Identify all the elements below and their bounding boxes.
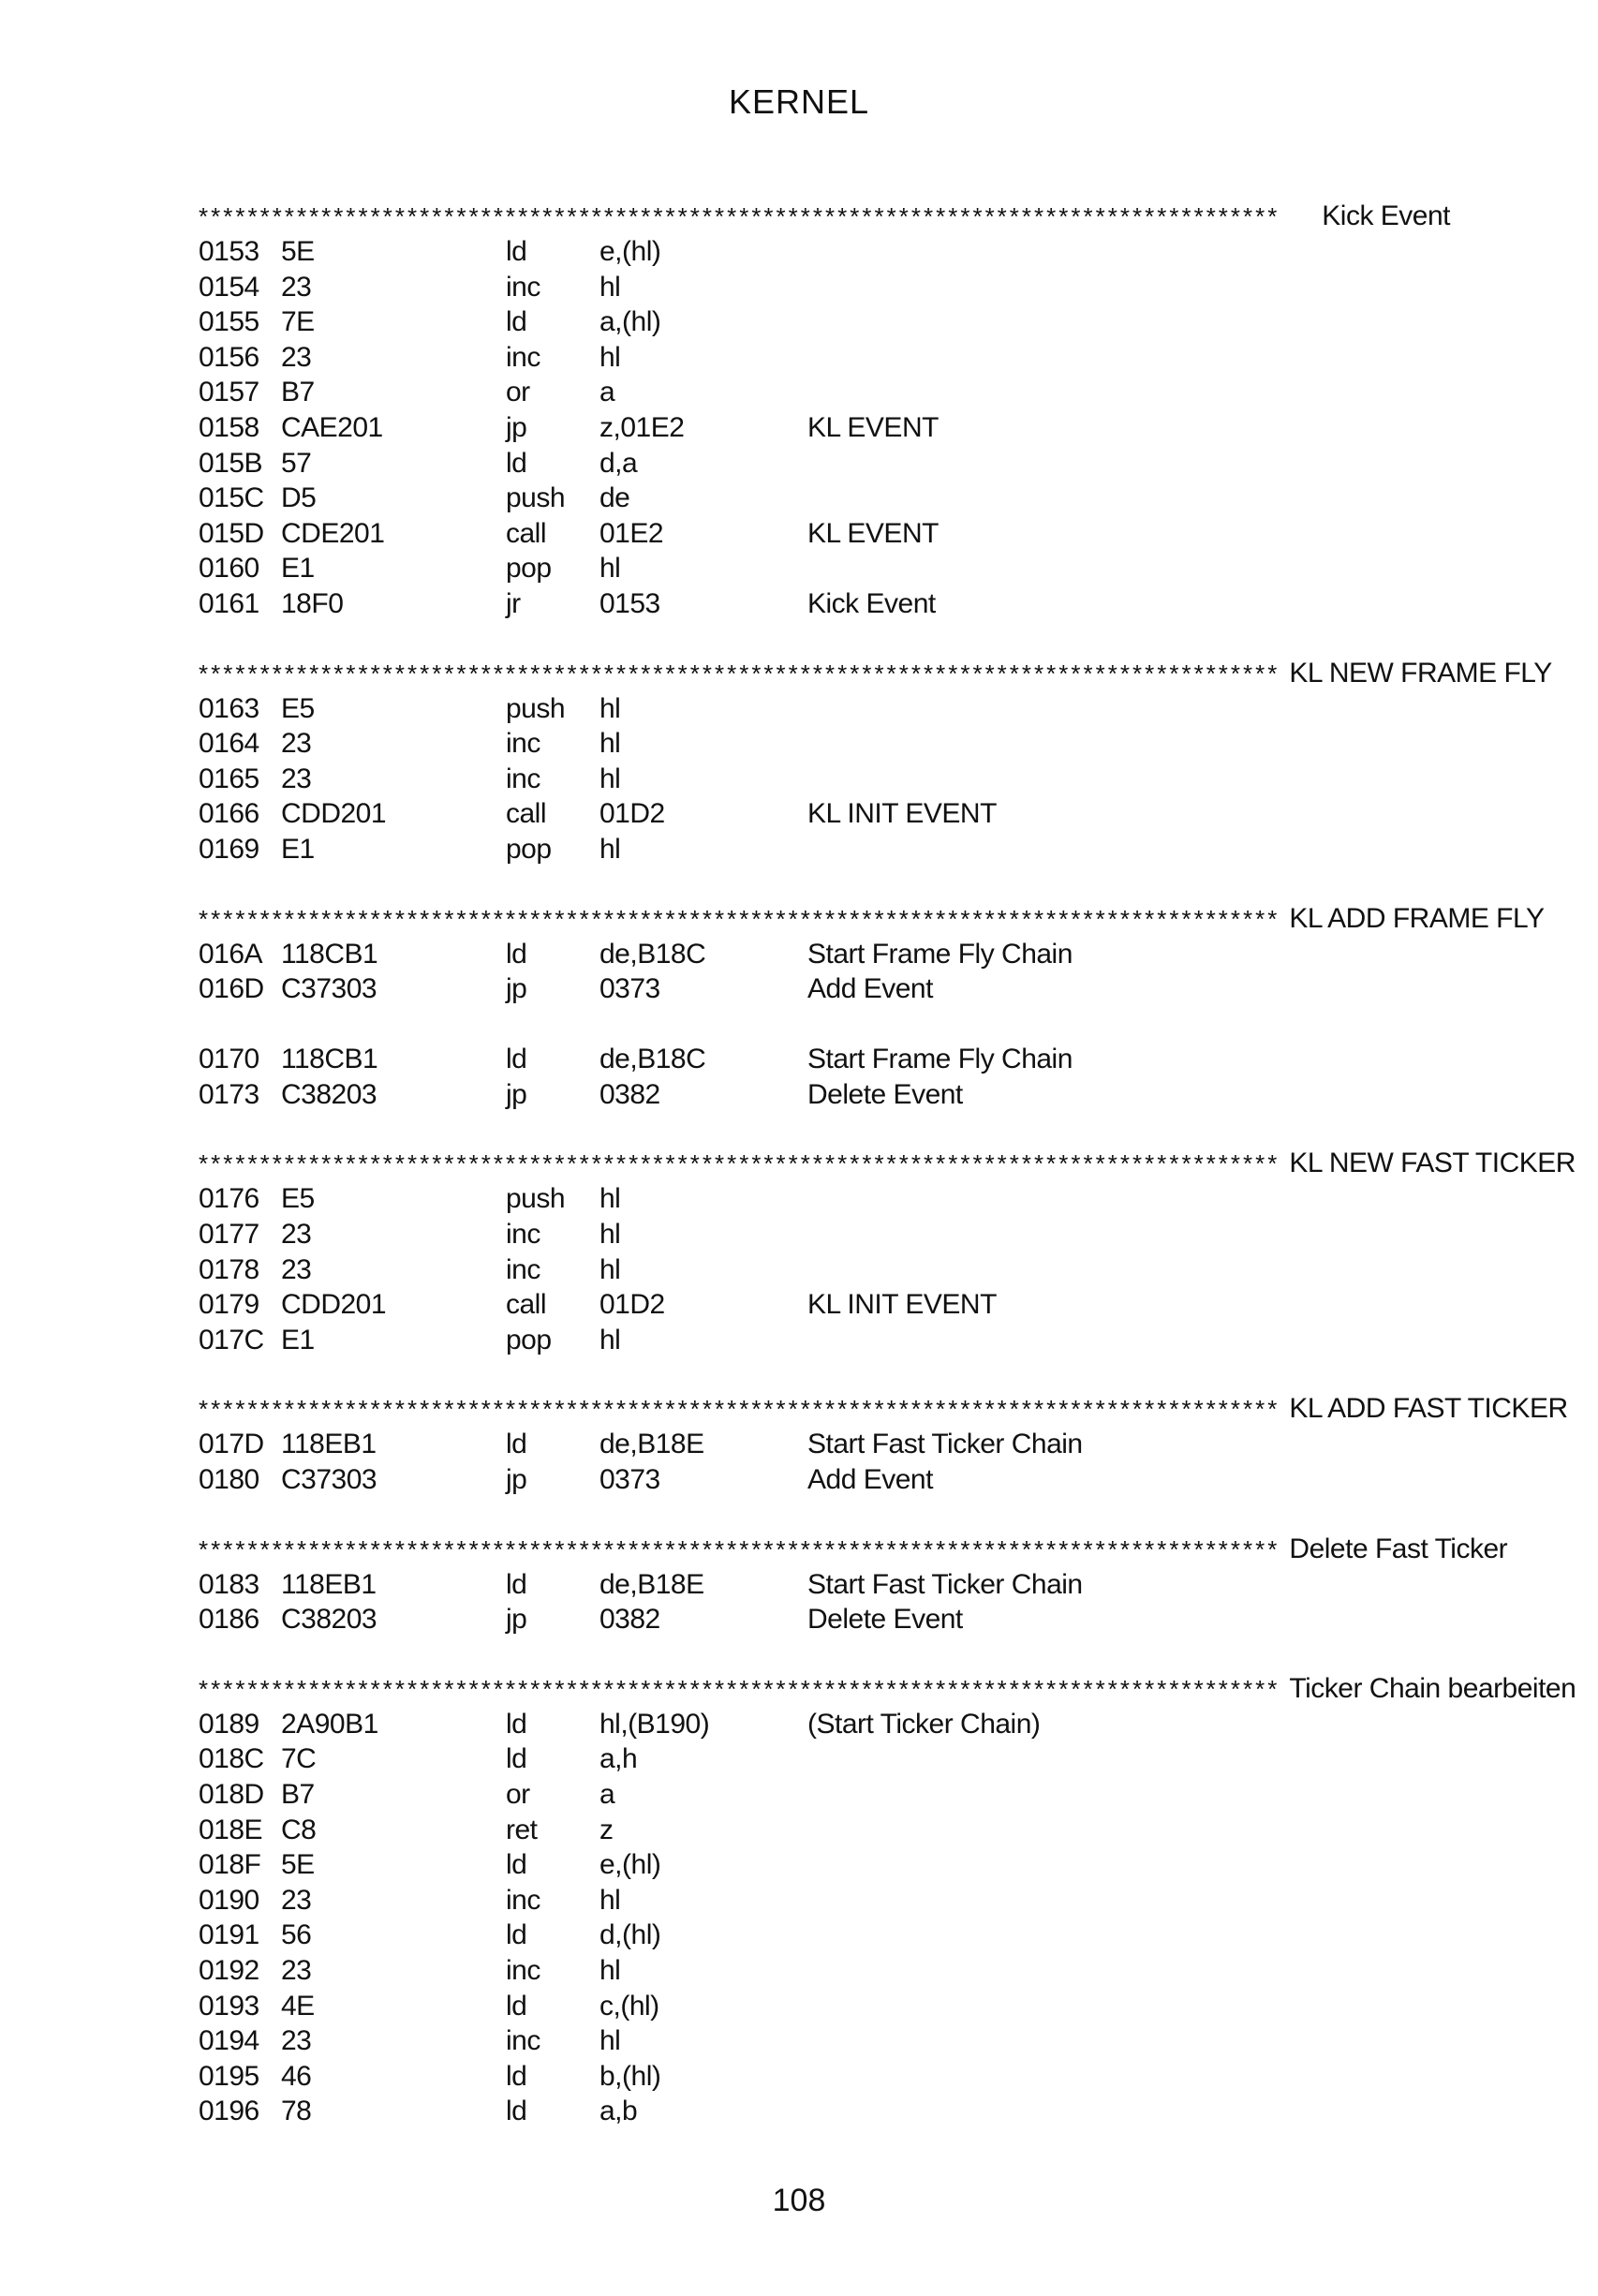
operand: hl [599, 728, 621, 760]
opcode-bytes: D5 [281, 482, 317, 514]
address: 0196 [199, 2096, 259, 2127]
comment [807, 1883, 1450, 1918]
section-title: KL NEW FAST TICKER [1289, 1148, 1576, 1179]
address: 017D [199, 1429, 264, 1460]
mnemonic: push [506, 692, 566, 724]
asterisk-separator: **************************************************************************************** [199, 1674, 1280, 1703]
code-line [199, 586, 1450, 622]
opcode-bytes: 5E [281, 1849, 315, 1881]
opcode-bytes: 23 [281, 271, 312, 303]
code-line [199, 691, 1450, 727]
section-title: Kick Event [1322, 200, 1450, 231]
opcode-bytes: 118CB1 [281, 1044, 378, 1075]
mnemonic: ld [506, 2096, 527, 2127]
opcode-bytes: 23 [281, 1219, 312, 1251]
comment: KL EVENT [807, 517, 939, 549]
address: 0164 [199, 728, 259, 760]
mnemonic: inc [506, 763, 540, 794]
operand: de,B18C [599, 1044, 706, 1075]
operand: de,B18E [599, 1429, 704, 1460]
address: 0169 [199, 833, 259, 865]
mnemonic: jp [506, 1604, 527, 1636]
mnemonic: ld [506, 938, 527, 970]
opcode-bytes: 56 [281, 1919, 312, 1951]
address: 018D [199, 1779, 264, 1810]
operand: hl [599, 1884, 621, 1916]
mnemonic: jp [506, 1464, 527, 1496]
mnemonic: ld [506, 1990, 527, 2022]
comment [807, 1813, 1450, 1848]
operand: 0153 [599, 587, 660, 619]
address: 0192 [199, 1954, 259, 1986]
asterisk-separator: **************************************************************************************** [199, 904, 1280, 933]
mnemonic: jp [506, 1078, 527, 1110]
code-line [199, 1602, 1450, 1637]
listing-section [199, 1146, 1576, 1357]
section-header [199, 1146, 1576, 1181]
code-line [199, 1953, 1450, 1989]
code-line [199, 410, 1450, 446]
comment [807, 762, 1450, 797]
operand: 0373 [599, 973, 660, 1005]
code-line [199, 516, 1450, 552]
opcode-bytes: 118CB1 [281, 938, 378, 970]
operand: 0373 [599, 1464, 660, 1496]
opcode-bytes: 18F0 [281, 587, 344, 619]
mnemonic: or [506, 1779, 530, 1810]
opcode-bytes: 78 [281, 2096, 312, 2127]
comment: Add Event [807, 1464, 933, 1496]
mnemonic: inc [506, 1219, 540, 1251]
mnemonic: ld [506, 236, 527, 267]
operand: c,(hl) [599, 1990, 659, 2022]
address: 0194 [199, 2025, 259, 2057]
operand: hl [599, 1253, 621, 1285]
operand: z [599, 1814, 614, 1845]
address: 0191 [199, 1919, 259, 1951]
comment [807, 2059, 1450, 2095]
comment: Start Fast Ticker Chain [807, 1429, 1083, 1460]
operand: a,h [599, 1743, 638, 1775]
comment: KL EVENT [807, 411, 939, 443]
operand: 0382 [599, 1604, 660, 1636]
address: 016D [199, 973, 264, 1005]
code-line [199, 1042, 1450, 1077]
operand: b,(hl) [599, 2060, 661, 2092]
opcode-bytes: E5 [281, 692, 315, 724]
comment: Delete Event [807, 1078, 963, 1110]
mnemonic: inc [506, 1253, 540, 1285]
comment: Start Fast Ticker Chain [807, 1568, 1083, 1600]
address: 0178 [199, 1253, 259, 1285]
comment [807, 234, 1450, 270]
operand: 01E2 [599, 517, 664, 549]
operand: 0382 [599, 1078, 660, 1110]
opcode-bytes: E5 [281, 1183, 315, 1215]
operand: 01D2 [599, 1289, 665, 1321]
address: 0189 [199, 1708, 259, 1740]
section-title: KL ADD FRAME FLY [1289, 902, 1545, 934]
operand: hl [599, 692, 621, 724]
comment [807, 1847, 1450, 1883]
operand: e,(hl) [599, 236, 661, 267]
operand: a [599, 1779, 615, 1810]
mnemonic: pop [506, 1324, 552, 1355]
code-line [199, 1989, 1450, 2024]
comment [807, 1323, 1450, 1358]
comment [807, 270, 1450, 305]
code-line [199, 1918, 1450, 1953]
opcode-bytes: C37303 [281, 1464, 377, 1496]
mnemonic: inc [506, 341, 540, 373]
comment: KL INIT EVENT [807, 798, 997, 830]
operand: 01D2 [599, 798, 665, 830]
code-line [199, 446, 1450, 481]
comment: KL INIT EVENT [807, 1289, 997, 1321]
code-line [199, 971, 1450, 1007]
blank-line [199, 1007, 1450, 1043]
code-line [199, 1567, 1450, 1603]
mnemonic: ld [506, 1044, 527, 1075]
code-line [199, 1741, 1450, 1777]
mnemonic: jr [506, 587, 521, 619]
address: 0190 [199, 1884, 259, 1916]
comment [807, 551, 1450, 586]
opcode-bytes: 118EB1 [281, 1568, 377, 1600]
address: 0173 [199, 1078, 259, 1110]
comment: Delete Event [807, 1604, 963, 1636]
comment [807, 1777, 1450, 1813]
operand: a [599, 377, 615, 408]
address: 0161 [199, 587, 259, 619]
opcode-bytes: 23 [281, 1253, 312, 1285]
mnemonic: pop [506, 553, 552, 585]
comment [807, 375, 1450, 410]
mnemonic: inc [506, 728, 540, 760]
operand: d,a [599, 447, 638, 479]
address: 0155 [199, 306, 259, 338]
opcode-bytes: C37303 [281, 973, 377, 1005]
address: 0179 [199, 1289, 259, 1321]
address: 0180 [199, 1464, 259, 1496]
code-line [199, 832, 1450, 867]
operand: hl [599, 763, 621, 794]
code-line [199, 2023, 1450, 2059]
comment [807, 1252, 1450, 1288]
operand: hl [599, 553, 621, 585]
mnemonic: call [506, 517, 547, 549]
comment [807, 1741, 1450, 1777]
section-header [199, 199, 1450, 234]
mnemonic: ld [506, 1429, 527, 1460]
mnemonic: ld [506, 306, 527, 338]
comment: Add Event [807, 973, 933, 1005]
operand: de,B18E [599, 1568, 704, 1600]
opcode-bytes: 23 [281, 1954, 312, 1986]
comment [807, 340, 1450, 376]
mnemonic: jp [506, 411, 527, 443]
mnemonic: ret [506, 1814, 538, 1845]
listing-section [199, 199, 1450, 622]
asterisk-separator: **************************************************************************************** [199, 1395, 1280, 1424]
mnemonic: ld [506, 1743, 527, 1775]
opcode-bytes: CDD201 [281, 798, 387, 830]
comment: Kick Event [807, 587, 936, 619]
code-line [199, 2094, 1450, 2129]
section-header [199, 901, 1545, 937]
comment [807, 481, 1450, 516]
page-title: KERNEL [728, 82, 870, 121]
mnemonic: ld [506, 1919, 527, 1951]
section-header [199, 1671, 1576, 1707]
section-header [199, 1391, 1568, 1427]
opcode-bytes: C8 [281, 1814, 317, 1845]
mnemonic: pop [506, 833, 552, 865]
comment: Start Frame Fly Chain [807, 938, 1073, 970]
opcode-bytes: 23 [281, 2025, 312, 2057]
mnemonic: push [506, 482, 566, 514]
opcode-bytes: 7E [281, 306, 315, 338]
section-header [199, 656, 1552, 691]
mnemonic: ld [506, 1568, 527, 1600]
listing-section [199, 656, 1552, 867]
mnemonic: jp [506, 973, 527, 1005]
listing-section [199, 1391, 1568, 1497]
operand: hl [599, 2025, 621, 2057]
comment [807, 1217, 1450, 1252]
comment [807, 2023, 1450, 2059]
code-line [199, 1707, 1450, 1742]
address: 015D [199, 517, 264, 549]
mnemonic: call [506, 798, 547, 830]
address: 0186 [199, 1604, 259, 1636]
operand: hl [599, 341, 621, 373]
mnemonic: or [506, 377, 530, 408]
opcode-bytes: 23 [281, 728, 312, 760]
code-line [199, 1217, 1450, 1252]
address: 0166 [199, 798, 259, 830]
address: 017C [199, 1324, 264, 1355]
opcode-bytes: 2A90B1 [281, 1708, 378, 1740]
code-line [199, 1777, 1450, 1813]
mnemonic: ld [506, 2060, 527, 2092]
code-line [199, 1181, 1450, 1217]
operand: de [599, 482, 630, 514]
code-line [199, 1813, 1450, 1848]
address: 0160 [199, 553, 259, 585]
opcode-bytes: E1 [281, 1324, 315, 1355]
opcode-bytes: 4E [281, 1990, 315, 2022]
listing-section [199, 1532, 1508, 1637]
asterisk-separator: **************************************************************************************** [199, 1534, 1280, 1563]
code-line [199, 1287, 1450, 1323]
code-line [199, 762, 1450, 797]
code-line [199, 481, 1450, 516]
code-line [199, 1462, 1450, 1498]
section-header [199, 1532, 1508, 1567]
operand: hl [599, 1183, 621, 1215]
mnemonic: ld [506, 1849, 527, 1881]
mnemonic: ld [506, 447, 527, 479]
asterisk-separator: **************************************************************************************** [199, 1149, 1280, 1178]
code-line [199, 1252, 1450, 1288]
opcode-bytes: CDD201 [281, 1289, 387, 1321]
address: 018C [199, 1743, 264, 1775]
opcode-bytes: C38203 [281, 1078, 377, 1110]
operand: hl [599, 271, 621, 303]
address: 0154 [199, 271, 259, 303]
comment [807, 1989, 1450, 2024]
address: 0157 [199, 377, 259, 408]
address: 015B [199, 447, 263, 479]
address: 0193 [199, 1990, 259, 2022]
section-title: Delete Fast Ticker [1289, 1533, 1508, 1564]
code-line [199, 551, 1450, 586]
code-line [199, 2059, 1450, 2095]
opcode-bytes: 5E [281, 236, 315, 267]
listing-section [199, 901, 1545, 1113]
address: 0176 [199, 1183, 259, 1215]
listing-section [199, 1671, 1576, 2129]
section-title: KL NEW FRAME FLY [1289, 657, 1552, 689]
asterisk-separator: **************************************************************************************** [199, 659, 1280, 688]
operand: d,(hl) [599, 1919, 661, 1951]
opcode-bytes: 23 [281, 1884, 312, 1916]
comment [807, 2094, 1450, 2129]
address: 018F [199, 1849, 261, 1881]
comment [807, 1918, 1450, 1953]
operand: e,(hl) [599, 1849, 661, 1881]
code-line [199, 234, 1450, 270]
comment [807, 446, 1450, 481]
comment [807, 304, 1450, 340]
code-line [199, 1847, 1450, 1883]
code-line [199, 1077, 1450, 1113]
opcode-bytes: C38203 [281, 1604, 377, 1636]
operand: a,(hl) [599, 306, 661, 338]
asterisk-separator: **************************************************************************************** [199, 202, 1280, 230]
address: 018E [199, 1814, 263, 1845]
opcode-bytes: CAE201 [281, 411, 383, 443]
code-line [199, 1883, 1450, 1918]
address: 0177 [199, 1219, 259, 1251]
section-title: Ticker Chain bearbeiten [1289, 1672, 1576, 1704]
comment: (Start Ticker Chain) [807, 1708, 1041, 1740]
code-line [199, 796, 1450, 832]
address: 0163 [199, 692, 259, 724]
address: 0183 [199, 1568, 259, 1600]
address: 0170 [199, 1044, 259, 1075]
operand: hl [599, 1324, 621, 1355]
assembly-listing [199, 199, 1576, 2163]
mnemonic: inc [506, 2025, 540, 2057]
comment [807, 1181, 1450, 1217]
address: 0195 [199, 2060, 259, 2092]
address: 016A [199, 938, 263, 970]
mnemonic: ld [506, 1708, 527, 1740]
mnemonic: inc [506, 1884, 540, 1916]
code-line [199, 375, 1450, 410]
opcode-bytes: 118EB1 [281, 1429, 377, 1460]
code-line [199, 340, 1450, 376]
code-line [199, 726, 1450, 762]
opcode-bytes: 46 [281, 2060, 312, 2092]
mnemonic: inc [506, 271, 540, 303]
opcode-bytes: E1 [281, 833, 315, 865]
opcode-bytes: 7C [281, 1743, 317, 1775]
operand: a,b [599, 2096, 638, 2127]
comment [807, 726, 1450, 762]
operand: hl [599, 1219, 621, 1251]
comment [807, 1953, 1450, 1989]
code-line [199, 1323, 1450, 1358]
mnemonic: push [506, 1183, 566, 1215]
page-number: 108 [772, 2183, 826, 2218]
opcode-bytes: B7 [281, 377, 315, 408]
comment [807, 832, 1450, 867]
address: 015C [199, 482, 264, 514]
operand: z,01E2 [599, 411, 685, 443]
code-line [199, 937, 1450, 972]
operand: hl [599, 1954, 621, 1986]
opcode-bytes: 57 [281, 447, 312, 479]
code-line [199, 1427, 1450, 1462]
code-line [199, 270, 1450, 305]
comment [807, 691, 1450, 727]
operand: hl,(B190) [599, 1708, 710, 1740]
operand: de,B18C [599, 938, 706, 970]
section-title: KL ADD FAST TICKER [1289, 1393, 1568, 1425]
code-line [199, 304, 1450, 340]
comment: Start Frame Fly Chain [807, 1044, 1073, 1075]
opcode-bytes: 23 [281, 341, 312, 373]
opcode-bytes: E1 [281, 553, 315, 585]
opcode-bytes: CDE201 [281, 517, 385, 549]
operand: hl [599, 833, 621, 865]
address: 0165 [199, 763, 259, 794]
mnemonic: inc [506, 1954, 540, 1986]
opcode-bytes: B7 [281, 1779, 315, 1810]
mnemonic: call [506, 1289, 547, 1321]
address: 0153 [199, 236, 259, 267]
opcode-bytes: 23 [281, 763, 312, 794]
address: 0158 [199, 411, 259, 443]
address: 0156 [199, 341, 259, 373]
